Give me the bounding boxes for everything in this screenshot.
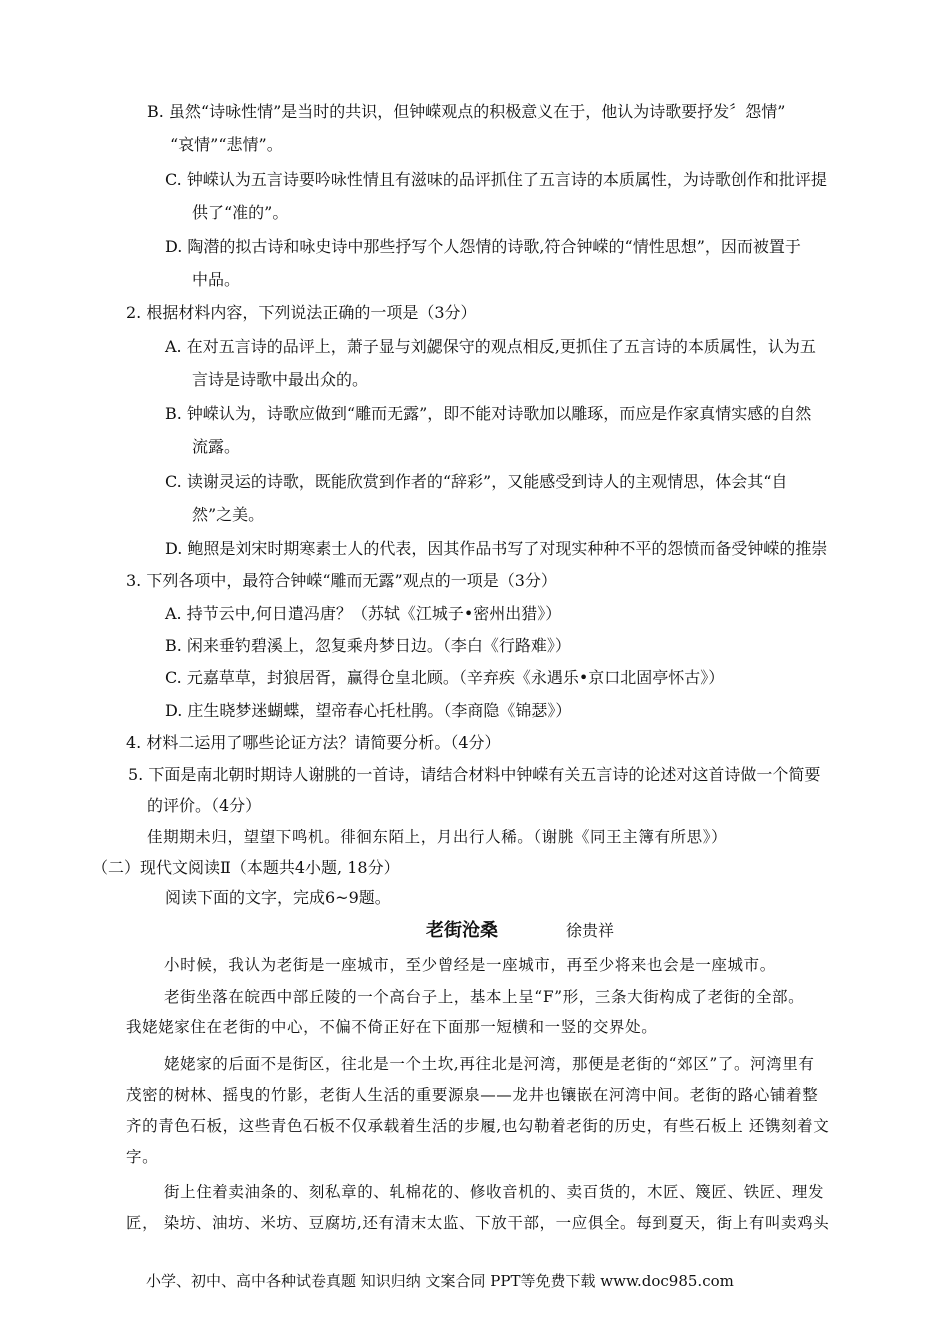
q1-option-b-line2: “哀情”“悲情”。	[170, 135, 283, 154]
q5-stem-line1: 5. 下面是南北朝时期诗人谢朓的一首诗，请结合材料中钟嵘有关五言诗的论述对这首诗做一个简要	[128, 765, 821, 784]
q2-stem: 2. 根据材料内容，下列说法正确的一项是（3分）	[126, 303, 477, 322]
article-paragraph-2-line2: 我姥姥家住在老街的中心，不偏不倚正好在下面那一短横和一竖的交界处。	[126, 1018, 658, 1036]
q3-stem: 3. 下列各项中，最符合钟嵘“雕而无露”观点的一项是（3分）	[126, 571, 557, 590]
q3-option-b: B. 闲来垂钓碧溪上，忽复乘舟梦日边。（李白《行路难》）	[165, 636, 571, 655]
section-heading: （二）现代文阅读Ⅱ（本题共4小题, 18分）	[92, 858, 400, 877]
q1-option-d-line1: D. 陶潜的拟古诗和咏史诗中那些抒写个人怨情的诗歌,符合钟嵘的“情性思想”，因而被置于	[165, 237, 801, 256]
q2-option-b-line2: 流露。	[192, 437, 241, 456]
article-author: 徐贵祥	[566, 921, 615, 940]
q2-option-d-line1: D. 鲍照是刘宋时期寒素士人的代表，因其作品书写了对现实种种不平的怨愤而备受钟嵘的推崇	[165, 539, 828, 558]
q2-option-c-line1: C. 读谢灵运的诗歌，既能欣赏到作者的“辞彩”，又能感受到诗人的主观情思，体会其“自	[165, 472, 788, 491]
q5-stem-line2: 的评价。（4分）	[147, 796, 262, 815]
q2-option-c-line2: 然”之美。	[192, 505, 265, 524]
q2-option-b-line1: B. 钟嵘认为，诗歌应做到“雕而无露”，即不能对诗歌加以雕琢，而应是作家真情实感的自然	[165, 404, 812, 423]
article-paragraph-3-line3: 齐的青色石板，这些青色石板不仅承载着生活的步履,也勾勒着老街的历史，有些石板上 还镌刻着文	[126, 1117, 830, 1135]
q1-option-d-line2: 中品。	[192, 270, 241, 289]
q3-option-c: C. 元嘉草草，封狼居胥，赢得仓皇北顾。（辛弃疾《永遇乐•京口北固亭怀古》）	[165, 668, 725, 687]
article-paragraph-4-line2: 匠， 染坊、油坊、米坊、豆腐坊,还有清末太监、下放干部，一应俱全。每到夏天，街上有叫卖鸡头	[126, 1214, 830, 1232]
article-paragraph-2-line1: 老街坐落在皖西中部丘陵的一个高台子上，基本上呈“F”形，三条大街构成了老街的全部。	[164, 988, 805, 1006]
article-paragraph-3-line2: 茂密的树林、摇曳的竹影，老街人生活的重要源泉——龙井也镶嵌在河湾中间。老街的路心铺着整	[126, 1086, 819, 1104]
q3-option-d: D. 庄生晓梦迷蝴蝶，望帝春心托杜鹃。（李商隐《锦瑟》）	[165, 701, 572, 720]
article-paragraph-3-line4: 字。	[126, 1148, 159, 1166]
article-header	[0, 916, 950, 942]
section-instruction: 阅读下面的文字，完成6~9题。	[165, 888, 391, 907]
q3-option-a: A. 持节云中,何日遣冯唐？（苏轼《江城子•密州出猎》）	[165, 604, 562, 623]
q2-option-a-line2: 言诗是诗歌中最出众的。	[192, 370, 369, 389]
q4-stem: 4. 材料二运用了哪些论证方法？请简要分析。（4分）	[126, 733, 501, 752]
q1-option-c-line2: 供了“准的”。	[192, 203, 289, 222]
article-paragraph-4-line1: 街上住着卖油条的、刻私章的、轧棉花的、修收音机的、卖百货的，木匠、篾匠、铁匠、理发	[164, 1183, 825, 1201]
q1-option-c-line1: C. 钟嵘认为五言诗要吟咏性情且有滋味的品评抓住了五言诗的本质属性，为诗歌创作和批评提	[165, 170, 827, 189]
page-footer: 小学、初中、高中各种试卷真题 知识归纳 文案合同 PPT等免费下载 www.doc985.com	[146, 1272, 734, 1290]
article-title: 老街沧桑	[426, 920, 498, 941]
article-paragraph-3-line1: 姥姥家的后面不是街区，往北是一个土坎,再往北是河湾，那便是老街的“郊区”了。河湾里有	[164, 1055, 815, 1073]
q5-poem: 佳期期未归，望望下鸣机。徘徊东陌上，月出行人稀。（谢朓《同王主簿有所思》）	[147, 828, 728, 846]
article-paragraph-1: 小时候，我认为老街是一座城市，至少曾经是一座城市，再至少将来也会是一座城市。	[164, 956, 776, 974]
q1-option-b-line1: B. 虽然“诗咏性情”是当时的共识，但钟嵘观点的积极意义在于，他认为诗歌要抒发〞怨情”	[147, 102, 786, 121]
q2-option-a-line1: A. 在对五言诗的品评上，萧子显与刘勰保守的观点相反,更抓住了五言诗的本质属性，认为五	[165, 337, 816, 356]
